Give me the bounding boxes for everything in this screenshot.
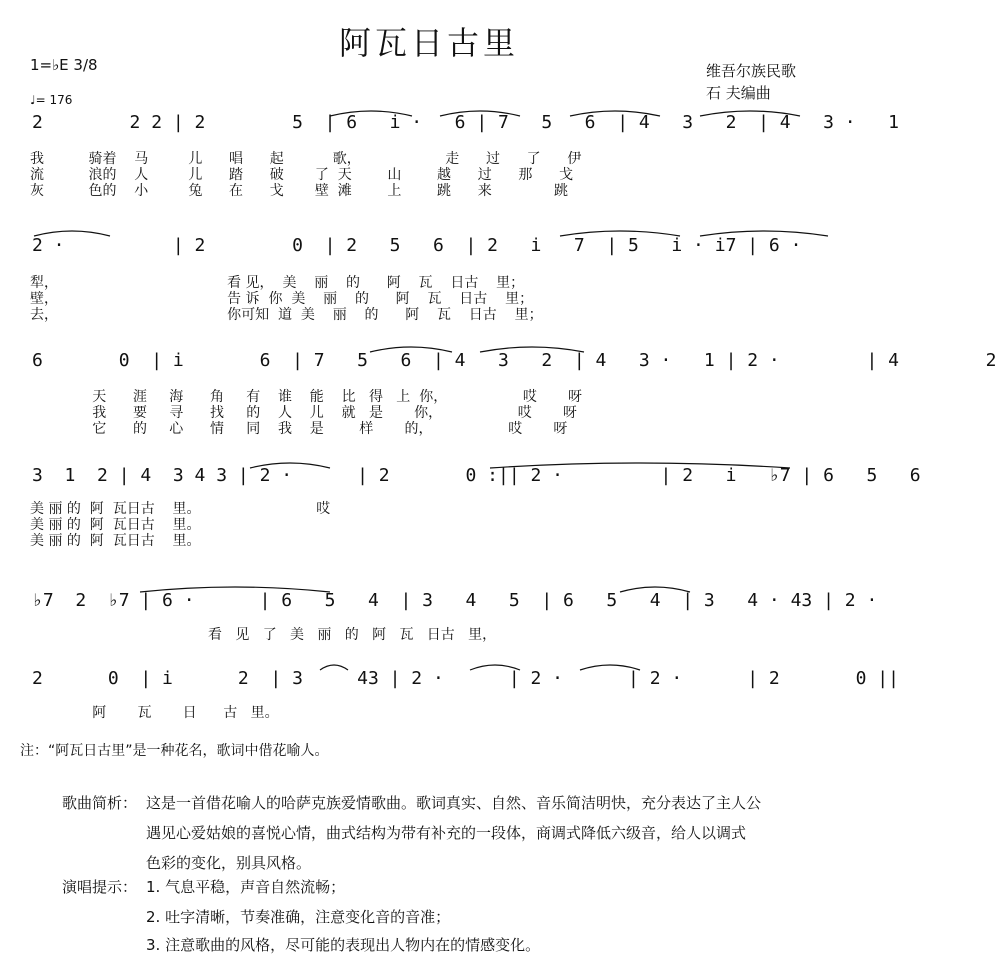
analysis-label: 歌曲简析： xyxy=(62,794,138,812)
credit-arranger: 石 夫编曲 xyxy=(706,84,771,102)
lyric-row-2-verse-1: 犁， 看 见， 美 丽 的 阿 瓦 日古 里； xyxy=(30,275,525,291)
slur-4 xyxy=(700,111,800,116)
notation-row-6: 2 0 | i 2 | 3 43 | 2 · | 2 · | 2 · | 2 0 || xyxy=(32,668,899,689)
lyric-row-5-verse-1: 看 见 了 美 丽 的 阿 瓦 日古 里， xyxy=(30,627,497,643)
notation-row-5: ♭7 2 ♭7 | 6 · | 6 5 4 | 3 4 5 | 6 5 4 | 3 4 · 43 | 2 · xyxy=(32,590,878,611)
hint-1: 1. 气息平稳，声音自然流畅； xyxy=(146,878,346,896)
slur-2 xyxy=(440,111,520,116)
lyric-row-1-verse-2: 流 浪的 人 儿 踏 破 了 天 山 越 过 那 戈 xyxy=(30,167,574,183)
tempo-marking: ♩= 176 xyxy=(30,93,73,107)
key-signature: 1=♭E 3/8 xyxy=(30,56,98,74)
analysis-line-2: 遇见心爱姑娘的喜悦心情，曲式结构为带有补充的一段体，商调式降低六级音，给人以调式 xyxy=(146,824,747,842)
lyric-row-1-verse-3: 灰 色的 小 兔 在 戈 壁 滩 上 跳 来 跳 xyxy=(30,183,569,199)
lyric-row-4-verse-1: 美 丽 的 阿 瓦日古 里。 哎 xyxy=(30,501,331,517)
lyric-row-6-verse-1: 阿 瓦 日 古 里。 xyxy=(30,705,279,721)
footnote: 注：“阿瓦日古里”是一种花名，歌词中借花喻人。 xyxy=(20,743,329,759)
lyric-row-2-verse-2: 壁， 告 诉 你 美 丽 的 阿 瓦 日古 里； xyxy=(30,291,534,307)
song-title: 阿瓦日古里 xyxy=(338,24,519,62)
slur-9 xyxy=(480,347,584,352)
lyric-row-1-verse-1: 我 骑着 马 儿 唱 起 歌， 走 过 了 伊 xyxy=(30,151,582,167)
slur-16 xyxy=(580,665,640,670)
slur-7 xyxy=(700,231,828,236)
hint-3: 3. 注意歌曲的风格，尽可能的表现出人物内在的情感变化。 xyxy=(146,936,541,954)
notation-row-4: 3 1 2 | 4 3 4 3 | 2 · | 2 0 :|| 2 · | 2 i ♭7 | 6 5 6 xyxy=(32,465,921,486)
slur-1 xyxy=(330,111,412,116)
slur-15 xyxy=(470,665,520,670)
slur-14 xyxy=(320,665,348,670)
lyric-row-4-verse-2: 美 丽 的 阿 瓦日古 里。 xyxy=(30,517,201,533)
lyric-row-2-verse-3: 去， 你可知 道 美 丽 的 阿 瓦 日古 里； xyxy=(30,307,543,323)
slur-11 xyxy=(490,463,790,468)
analysis-line-3: 色彩的变化，别具风格。 xyxy=(146,854,312,872)
notation-row-1: 2 2 2 | 2 5 | 6 i · 6 | 7 5 6 | 4 3 2 | 4 3 · 1 xyxy=(32,112,899,133)
slur-6 xyxy=(560,231,680,236)
hints-label: 演唱提示： xyxy=(62,878,138,896)
slur-10 xyxy=(250,463,330,468)
analysis-line-1: 这是一首借花喻人的哈萨克族爱情歌曲。歌词真实、自然、音乐简洁明快，充分表达了主人公 xyxy=(146,794,762,812)
notation-row-3: 6 0 | i 6 | 7 5 6 | 4 3 2 | 4 3 · 1 | 2 · | 4 2 xyxy=(32,350,997,371)
slur-8 xyxy=(370,347,452,352)
lyric-row-3-verse-2: 我 要 寻 找 的 人 儿 就 是 你， 哎 呀 xyxy=(30,405,577,421)
credit-origin: 维吾尔族民歌 xyxy=(706,62,797,80)
lyric-row-3-verse-1: 天 涯 海 角 有 谁 能 比 得 上 你， 哎 呀 xyxy=(30,389,583,405)
slur-5 xyxy=(34,231,110,236)
slur-12 xyxy=(140,587,330,592)
hint-2: 2. 吐字清晰，节奏准确，注意变化音的音准； xyxy=(146,908,451,926)
slur-13 xyxy=(620,587,690,592)
slur-3 xyxy=(570,111,660,116)
lyric-row-3-verse-3: 它 的 心 情 同 我 是 样 的， 哎 呀 xyxy=(30,421,568,437)
notation-row-2: 2 · | 2 0 | 2 5 6 | 2 i 7 | 5 i · i7 | 6 · xyxy=(32,235,802,256)
lyric-row-4-verse-3: 美 丽 的 阿 瓦日古 里。 xyxy=(30,533,201,549)
